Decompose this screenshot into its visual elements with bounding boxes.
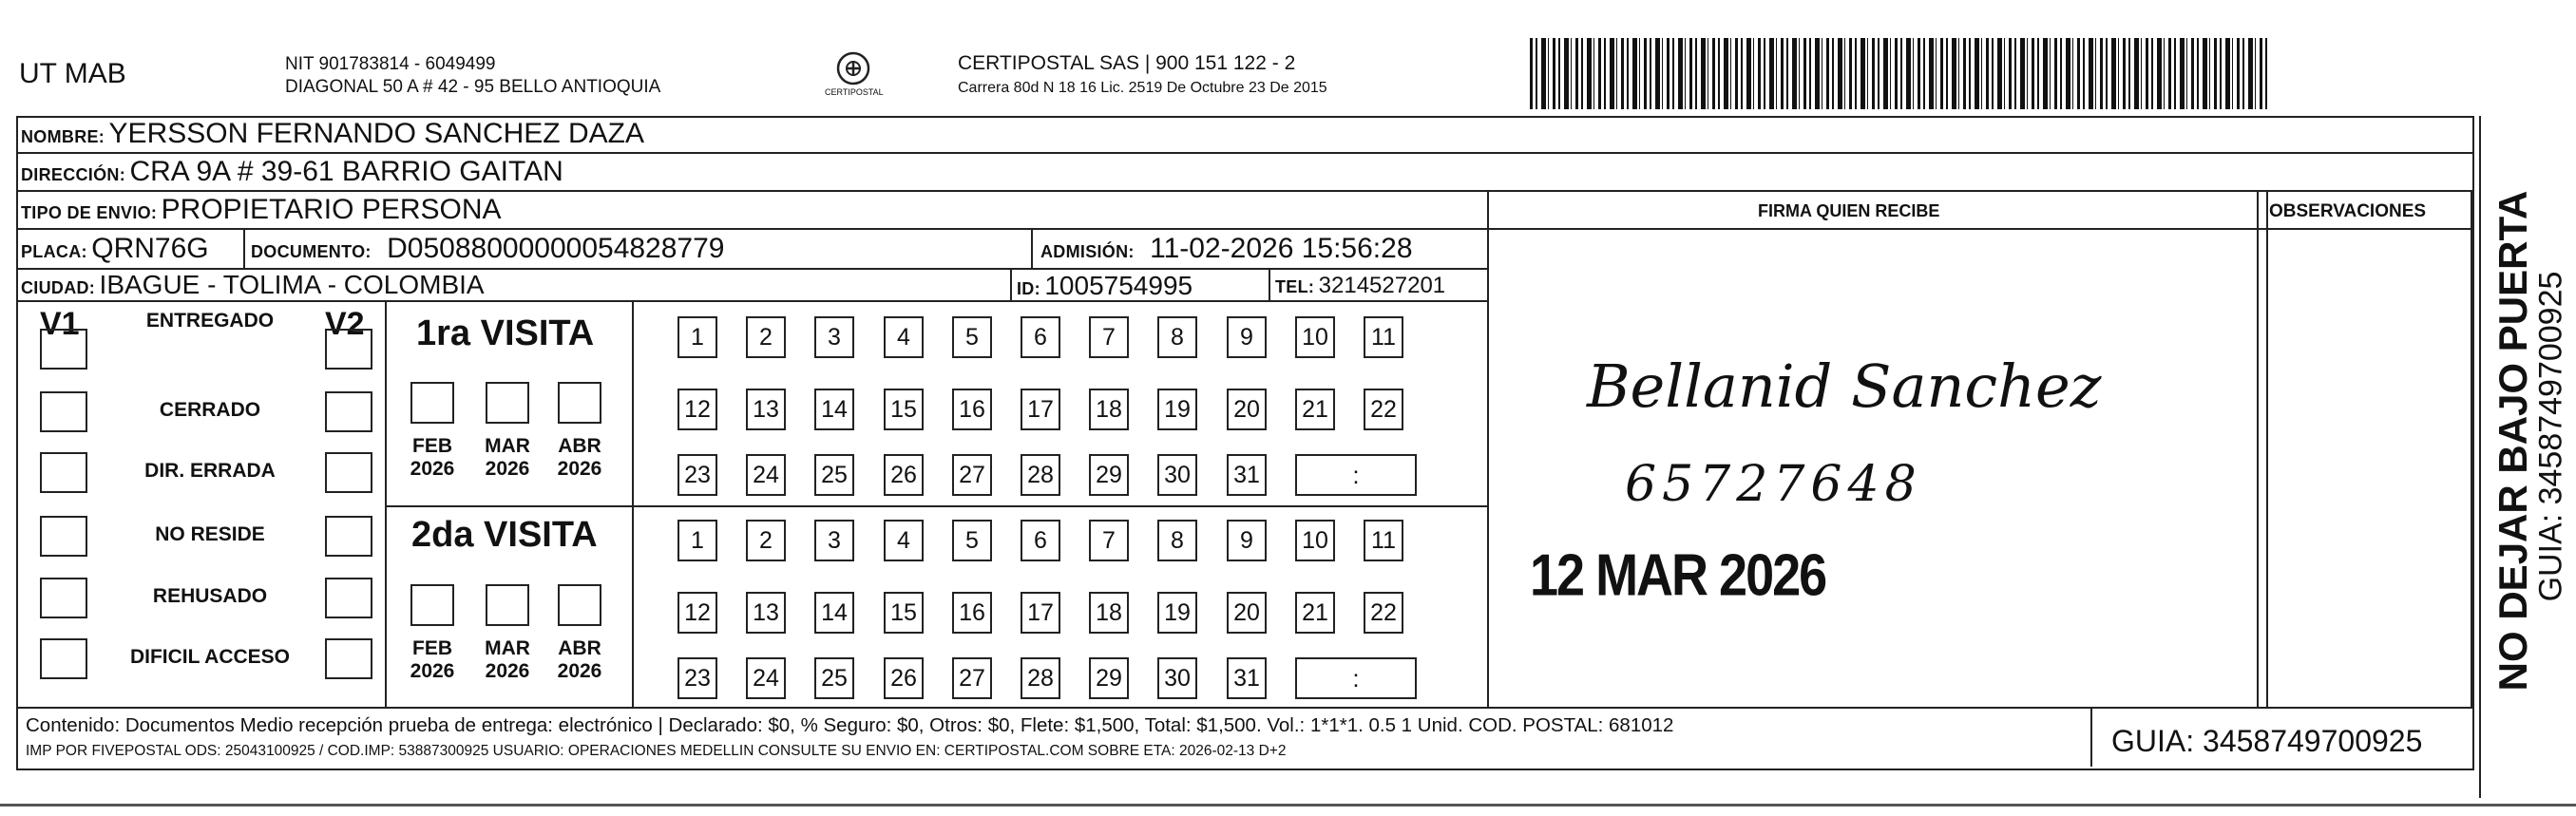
firma-label: FIRMA QUIEN RECIBE xyxy=(1758,201,1940,220)
documento-value: D05088000000054828779 xyxy=(387,233,725,264)
visita2-day-7[interactable]: 7 xyxy=(1089,520,1129,561)
admision-label: ADMISIÓN: xyxy=(1040,242,1135,261)
v1-checkbox-2[interactable] xyxy=(40,452,87,493)
tipo-value: PROPIETARIO PERSONA xyxy=(161,194,502,225)
visita2-day-29[interactable]: 29 xyxy=(1089,657,1129,699)
visita1-day-12[interactable]: 12 xyxy=(677,389,717,430)
company-nit: NIT 901783814 - 6049499 xyxy=(285,54,496,74)
visita1-day-19[interactable]: 19 xyxy=(1157,389,1197,430)
visita2-day-21[interactable]: 21 xyxy=(1295,592,1335,634)
visita2-day-17[interactable]: 17 xyxy=(1021,592,1060,634)
footer-line1: Contenido: Documentos Medio recepción prueba de entrega: electrónico | Declarado: $0, % Seguro: $0, Otros: $0, Flete: $1,500, Total: $1,500. Vol.: 1*1*1. 0.5 1 Unid. COD. POSTAL: 681012 xyxy=(26,714,1674,736)
status-label-3: NO RESIDE xyxy=(155,523,265,545)
month-checkbox-feb[interactable] xyxy=(410,584,454,626)
month-year-2: 2026 xyxy=(557,458,602,480)
visita1-day-7[interactable]: 7 xyxy=(1089,316,1129,358)
visita1-day-8[interactable]: 8 xyxy=(1157,316,1197,358)
v2-checkbox-5[interactable] xyxy=(325,638,372,679)
visita1-day-20[interactable]: 20 xyxy=(1227,389,1267,430)
direccion-row xyxy=(21,156,563,188)
company-address: DIAGONAL 50 A # 42 - 95 BELLO ANTIOQUIA xyxy=(285,77,661,97)
month-label-2: ABR xyxy=(558,435,601,457)
visita2-day-30[interactable]: 30 xyxy=(1157,657,1197,699)
handwritten-number: 65727648 xyxy=(1625,456,1922,513)
visita2-day-14[interactable]: 14 xyxy=(814,592,854,634)
visita1-day-6[interactable]: 6 xyxy=(1021,316,1060,358)
id-label: ID: xyxy=(1017,279,1040,298)
month-label-0: FEB xyxy=(412,637,452,659)
visita2-day-20[interactable]: 20 xyxy=(1227,592,1267,634)
tel-value: 3214527201 xyxy=(1318,273,1446,298)
visita1-day-26[interactable]: 26 xyxy=(884,454,924,496)
month-checkbox-mar[interactable] xyxy=(486,382,529,424)
visita2-day-9[interactable]: 9 xyxy=(1227,520,1267,561)
visita1-day-16[interactable]: 16 xyxy=(952,389,992,430)
month-checkbox-feb[interactable] xyxy=(410,382,454,424)
status-label-2: DIR. ERRADA xyxy=(144,460,276,482)
visita1-day-24[interactable]: 24 xyxy=(746,454,786,496)
certipostal-line1: CERTIPOSTAL SAS | 900 151 122 - 2 xyxy=(958,52,1296,74)
visita2-time-field[interactable]: : xyxy=(1295,657,1417,699)
documento-row xyxy=(251,233,724,265)
date-stamp: 12 MAR 2026 xyxy=(1530,542,1826,609)
visita1-day-28[interactable]: 28 xyxy=(1021,454,1060,496)
tel-label: TEL: xyxy=(1275,277,1315,296)
direccion-value: CRA 9A # 39-61 BARRIO GAITAN xyxy=(129,156,563,187)
ciudad-value: IBAGUE - TOLIMA - COLOMBIA xyxy=(99,270,485,299)
footer-guia: GUIA: 3458749700925 xyxy=(2111,724,2423,758)
direccion-label: DIRECCIÓN: xyxy=(21,165,125,184)
visita2-day-22[interactable]: 22 xyxy=(1364,592,1403,634)
visita2-day-15[interactable]: 15 xyxy=(884,592,924,634)
visita1-day-13[interactable]: 13 xyxy=(746,389,786,430)
month-year-0: 2026 xyxy=(410,660,455,682)
visita1-day-5[interactable]: 5 xyxy=(952,316,992,358)
nombre-value: YERSSON FERNANDO SANCHEZ DAZA xyxy=(108,118,644,149)
v1-checkbox-4[interactable] xyxy=(40,578,87,618)
visita1-day-21[interactable]: 21 xyxy=(1295,389,1335,430)
visita1-day-31[interactable]: 31 xyxy=(1227,454,1267,496)
visita1-day-29[interactable]: 29 xyxy=(1089,454,1129,496)
visita2-label: 2da VISITA xyxy=(411,515,598,555)
tel-row xyxy=(1275,273,1445,299)
id-row xyxy=(1017,271,1193,301)
visita2-day-27[interactable]: 27 xyxy=(952,657,992,699)
month-label-1: MAR xyxy=(485,637,530,659)
barcode xyxy=(1530,38,2271,109)
status-label-0: ENTREGADO xyxy=(145,310,275,332)
v2-checkbox-1[interactable] xyxy=(325,391,372,432)
visita2-day-18[interactable]: 18 xyxy=(1089,592,1129,634)
v2-checkbox-4[interactable] xyxy=(325,578,372,618)
ciudad-label: CIUDAD: xyxy=(21,278,96,297)
visita2-day-28[interactable]: 28 xyxy=(1021,657,1060,699)
visita2-day-13[interactable]: 13 xyxy=(746,592,786,634)
visita2-day-16[interactable]: 16 xyxy=(952,592,992,634)
v1-label: V1 xyxy=(40,306,80,342)
visita2-day-31[interactable]: 31 xyxy=(1227,657,1267,699)
admision-row xyxy=(1040,233,1413,265)
observaciones-label: OBSERVACIONES xyxy=(2269,201,2427,221)
visita2-day-3[interactable]: 3 xyxy=(814,520,854,561)
placa-row xyxy=(21,233,209,265)
certipostal-logo xyxy=(825,49,882,101)
v2-label: V2 xyxy=(325,306,365,342)
visita1-day-10[interactable]: 10 xyxy=(1295,316,1335,358)
certipostal-line2: Carrera 80d N 18 16 Lic. 2519 De Octubre 23 De 2015 xyxy=(958,80,1327,96)
visita1-day-15[interactable]: 15 xyxy=(884,389,924,430)
visita1-day-22[interactable]: 22 xyxy=(1364,389,1403,430)
logo-text: CERTIPOSTAL xyxy=(825,87,884,97)
v1-checkbox-3[interactable] xyxy=(40,516,87,557)
visita2-day-5[interactable]: 5 xyxy=(952,520,992,561)
status-label-5: DIFICIL ACCESO xyxy=(129,646,290,668)
visita1-day-23[interactable]: 23 xyxy=(677,454,717,496)
visita2-day-19[interactable]: 19 xyxy=(1157,592,1197,634)
visita1-day-1[interactable]: 1 xyxy=(677,316,717,358)
nombre-row xyxy=(21,118,644,150)
v2-checkbox-0[interactable] xyxy=(325,329,372,370)
v1-checkbox-5[interactable] xyxy=(40,638,87,679)
visita2-day-6[interactable]: 6 xyxy=(1021,520,1060,561)
month-label-2: ABR xyxy=(558,637,601,659)
visita2-day-12[interactable]: 12 xyxy=(677,592,717,634)
signature: Bellanid Sanchez xyxy=(1587,351,2102,421)
status-label-1: CERRADO xyxy=(159,399,261,421)
visita1-day-18[interactable]: 18 xyxy=(1089,389,1129,430)
visita2-day-25[interactable]: 25 xyxy=(814,657,854,699)
placa-value: QRN76G xyxy=(91,233,209,264)
visita1-day-17[interactable]: 17 xyxy=(1021,389,1060,430)
month-label-1: MAR xyxy=(485,435,530,457)
month-checkbox-abr[interactable] xyxy=(558,382,601,424)
placa-label: PLACA: xyxy=(21,242,87,261)
visita2-day-4[interactable]: 4 xyxy=(884,520,924,561)
nombre-label: NOMBRE: xyxy=(21,127,105,146)
visita1-day-2[interactable]: 2 xyxy=(746,316,786,358)
month-checkbox-mar[interactable] xyxy=(486,584,529,626)
visita1-day-27[interactable]: 27 xyxy=(952,454,992,496)
documento-label: DOCUMENTO: xyxy=(251,242,372,261)
status-label-4: REHUSADO xyxy=(152,585,268,607)
visita1-day-4[interactable]: 4 xyxy=(884,316,924,358)
visita1-day-3[interactable]: 3 xyxy=(814,316,854,358)
month-checkbox-abr[interactable] xyxy=(558,584,601,626)
visita1-day-14[interactable]: 14 xyxy=(814,389,854,430)
visita2-day-8[interactable]: 8 xyxy=(1157,520,1197,561)
visita1-label: 1ra VISITA xyxy=(416,313,595,353)
footer-line2: IMP POR FIVEPOSTAL ODS: 25043100925 / COD.IMP: 53887300925 USUARIO: OPERACIONES MEDELLIN CONSULTE SU ENVIO EN: CERTIPOSTAL.COM SOBRE ETA: 2026-02-13 D+2 xyxy=(26,743,1287,759)
visita2-day-23[interactable]: 23 xyxy=(677,657,717,699)
v1-checkbox-0[interactable] xyxy=(40,329,87,370)
visita1-day-30[interactable]: 30 xyxy=(1157,454,1197,496)
month-year-2: 2026 xyxy=(557,660,602,682)
visita2-day-2[interactable]: 2 xyxy=(746,520,786,561)
admision-value: 11-02-2026 15:56:28 xyxy=(1150,233,1413,264)
visita2-day-26[interactable]: 26 xyxy=(884,657,924,699)
visita2-day-11[interactable]: 11 xyxy=(1364,520,1403,561)
visita1-time-field[interactable]: : xyxy=(1295,454,1417,496)
visita1-day-25[interactable]: 25 xyxy=(814,454,854,496)
visita2-day-1[interactable]: 1 xyxy=(677,520,717,561)
month-year-1: 2026 xyxy=(485,660,530,682)
ciudad-row xyxy=(21,270,485,300)
visita1-day-11[interactable]: 11 xyxy=(1364,316,1403,358)
side-warning: NO DEJAR BAJO PUERTA xyxy=(2490,190,2535,692)
company-name: UT MAB xyxy=(19,58,126,89)
tipo-row xyxy=(21,194,502,226)
month-label-0: FEB xyxy=(412,435,452,457)
tipo-label: TIPO DE ENVIO: xyxy=(21,203,158,222)
visita1-day-9[interactable]: 9 xyxy=(1227,316,1267,358)
visita2-day-10[interactable]: 10 xyxy=(1295,520,1335,561)
v1-checkbox-1[interactable] xyxy=(40,391,87,432)
month-year-1: 2026 xyxy=(485,458,530,480)
v2-checkbox-3[interactable] xyxy=(325,516,372,557)
month-year-0: 2026 xyxy=(410,458,455,480)
v2-checkbox-2[interactable] xyxy=(325,452,372,493)
id-value: 1005754995 xyxy=(1044,271,1193,300)
visita2-day-24[interactable]: 24 xyxy=(746,657,786,699)
side-guia: GUIA: 3458749700925 xyxy=(2532,271,2569,602)
